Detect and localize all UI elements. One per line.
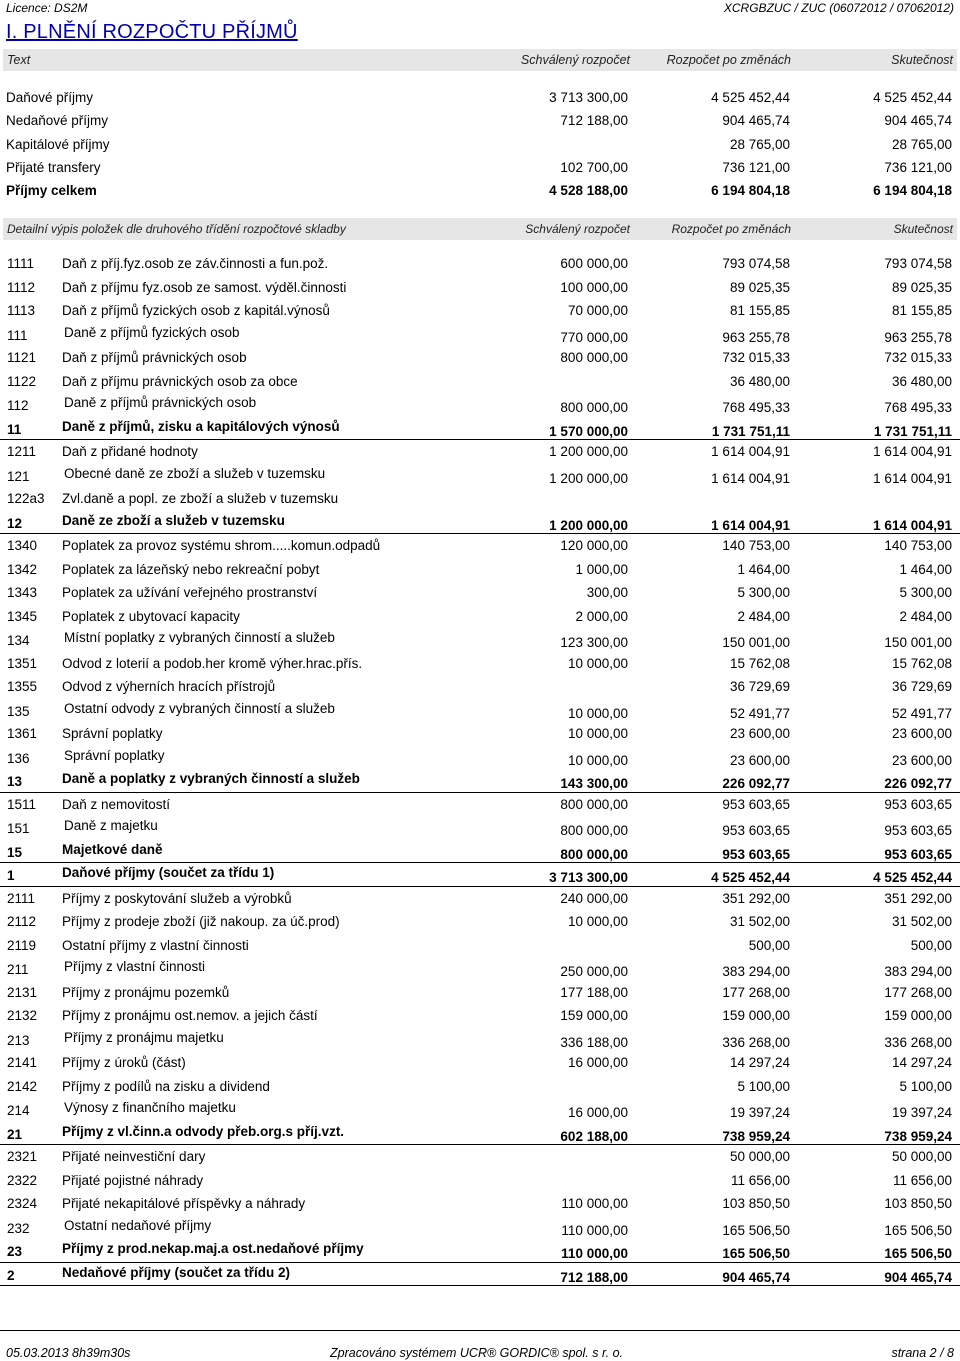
row-code: 151: [7, 821, 30, 836]
row-code: 2324: [7, 1196, 38, 1211]
col-actual-header: Skutečnost: [891, 53, 953, 67]
row-approved: 770 000,00: [560, 329, 628, 345]
page-header: [0, 0, 960, 18]
table-row: [0, 440, 960, 464]
detail-text-header: Detailní výpis položek dle druhového třídění rozpočtové skladby: [7, 222, 346, 236]
row-approved: 1 200 000,00: [549, 470, 628, 486]
row-name: Daně ze zboží a služeb v tuzemsku: [62, 512, 285, 528]
table-row: [0, 1051, 960, 1075]
row-after: 36 480,00: [729, 373, 790, 389]
row-after: 165 506,50: [722, 1246, 790, 1261]
row-approved: 600 000,00: [560, 256, 628, 271]
row-name: Daň z příj.fyz.osob ze záv.činnosti a fun.pož.: [62, 256, 329, 271]
row-name: Daň z příjmů fyzických osob z kapitál.výnosů: [62, 303, 330, 318]
licence-label: Licence: DS2M: [6, 1, 88, 15]
row-name: Přijaté neinvestiční dary: [62, 1149, 206, 1164]
row-actual: 11 656,00: [892, 1172, 952, 1188]
row-approved: 240 000,00: [560, 890, 628, 906]
row-approved: 800 000,00: [560, 823, 628, 838]
row-code: 111: [7, 327, 28, 343]
row-after: 351 292,00: [722, 890, 790, 906]
row-after: 1 731 751,11: [711, 423, 790, 439]
row-approved: 712 188,00: [560, 1269, 628, 1285]
row-code: 1355: [7, 679, 38, 694]
row-after: 904 465,74: [722, 1269, 790, 1285]
row-approved: 110 000,00: [561, 1196, 628, 1211]
row-actual: 150 001,00: [884, 635, 952, 650]
row-name: Poplatek za lázeňský nebo rekreační pobyt: [62, 561, 320, 577]
row-actual: 36 480,00: [891, 373, 952, 389]
table-row: [0, 299, 960, 323]
row-code: 2142: [7, 1078, 38, 1094]
row-code: 211: [7, 962, 29, 977]
row-after: 768 495,33: [722, 400, 790, 415]
row-actual: 81 155,85: [891, 303, 952, 318]
row-name: Příjmy z pronájmu pozemků: [62, 984, 230, 1000]
table-row: [0, 934, 960, 958]
summary-row: [0, 134, 960, 156]
row-approved: 110 000,00: [561, 1222, 628, 1238]
row-after: 732 015,33: [722, 350, 790, 365]
row-approved: 143 300,00: [560, 776, 628, 791]
row-after: 23 600,00: [729, 752, 790, 768]
table-row: [0, 675, 960, 699]
row-actual: 23 600,00: [891, 726, 952, 741]
row-code: 1113: [7, 303, 36, 318]
row-name: Výnosy z finančního majetku: [64, 1100, 236, 1115]
footer-date: 05.03.2013 8h39m30s: [6, 1346, 131, 1360]
row-approved: 70 000,00: [567, 303, 628, 318]
row-code: 1361: [7, 726, 38, 741]
table-row: [0, 276, 960, 300]
summary-name: Daňové příjmy: [6, 90, 94, 105]
table-row-group-total: [0, 417, 960, 441]
table-row: [0, 722, 960, 746]
row-actual: 50 000,00: [891, 1149, 952, 1164]
row-after: 953 603,65: [722, 846, 790, 862]
row-after: 52 491,77: [729, 705, 790, 721]
row-name: Daň z příjmů právnických osob: [62, 350, 247, 365]
row-after: 1 464,00: [737, 561, 790, 577]
page-footer: [0, 1330, 960, 1361]
row-name: Odvod z loterií a podob.her kromě výher.hrac.přís.: [62, 655, 363, 671]
row-after: 140 753,00: [722, 538, 790, 553]
footer-page-number: strana 2 / 8: [891, 1346, 954, 1360]
row-code: 2141: [7, 1055, 38, 1070]
row-name: Daně a poplatky z vybraných činností a služeb: [62, 771, 360, 786]
row-after: 500,00: [748, 937, 790, 953]
row-after: 89 025,35: [729, 279, 790, 295]
row-name: Ostatní odvody z vybraných činností a služeb: [64, 700, 335, 716]
row-after: 953 603,65: [722, 823, 790, 838]
row-actual: 500,00: [910, 937, 952, 953]
row-actual: 89 025,35: [891, 279, 952, 295]
row-actual: 4 525 452,44: [873, 870, 952, 885]
row-name: Přijaté nekapitálové příspěvky a náhrady: [62, 1196, 306, 1211]
row-code: 1122: [7, 373, 37, 389]
row-code: 1340: [7, 538, 38, 553]
row-actual: 963 255,78: [884, 329, 952, 345]
row-actual: 953 603,65: [884, 796, 952, 812]
page-title: I. PLNĚNÍ ROZPOČTU PŘÍJMŮ: [6, 21, 298, 43]
table-row-group-total: [0, 1239, 960, 1263]
row-approved: 1 570 000,00: [549, 423, 628, 439]
row-name: Daně z příjmů, zisku a kapitálových výnosů: [62, 418, 340, 434]
row-approved: 1 200 000,00: [549, 517, 628, 533]
row-name: Příjmy z podílů na zisku a dividend: [62, 1078, 270, 1094]
row-actual: 383 294,00: [884, 964, 952, 979]
row-code: 2: [7, 1267, 15, 1283]
row-name: Příjmy z pronájmu majetku: [64, 1029, 224, 1045]
summary-approved: 102 700,00: [560, 160, 628, 175]
row-code: 2112: [7, 914, 37, 929]
table-row-group-total: [0, 511, 960, 535]
table-row-subtotal: [0, 628, 960, 652]
table-row: [0, 534, 960, 558]
row-approved: 123 300,00: [560, 635, 628, 650]
row-code: 1211: [7, 444, 37, 459]
row-after: 383 294,00: [722, 964, 790, 979]
row-actual: 5 300,00: [899, 585, 952, 600]
row-after: 4 525 452,44: [711, 870, 790, 885]
row-code: 1342: [7, 561, 38, 577]
row-name: Poplatek z ubytovací kapacity: [62, 608, 240, 624]
row-actual: 36 729,69: [891, 679, 952, 694]
table-row: [0, 1145, 960, 1169]
summary-name: Nedaňové příjmy: [6, 113, 109, 128]
row-code: 1: [7, 868, 15, 883]
row-approved: 16 000,00: [567, 1055, 628, 1070]
row-actual: 1 614 004,91: [873, 517, 952, 533]
row-actual: 904 465,74: [884, 1269, 952, 1285]
row-name: Daň z příjmu fyz.osob ze samost. výděl.činnosti: [62, 279, 347, 295]
row-actual: 177 268,00: [884, 984, 952, 1000]
table-row-subtotal: [0, 464, 960, 488]
row-after: 336 268,00: [722, 1034, 790, 1050]
row-actual: 1 464,00: [899, 561, 952, 577]
summary-column-header: [3, 49, 957, 71]
summary-approved: 712 188,00: [560, 113, 628, 128]
row-after: 1 614 004,91: [711, 444, 790, 459]
row-actual: 732 015,33: [884, 350, 952, 365]
row-approved: 177 188,00: [560, 984, 628, 1000]
table-row-subtotal: [0, 699, 960, 723]
row-after: 50 000,00: [729, 1149, 790, 1164]
detail-approved-header: Schválený rozpočet: [525, 222, 630, 236]
row-name: Daňové příjmy (součet za třídu 1): [62, 865, 275, 880]
table-row-group-total: [0, 840, 960, 864]
summary-approved: 4 528 188,00: [549, 183, 628, 198]
col-text-header: Text: [7, 53, 31, 67]
row-approved: 10 000,00: [567, 726, 628, 741]
col-after-header: Rozpočet po změnách: [666, 53, 791, 67]
row-code: 134: [7, 633, 30, 648]
row-after: 11 656,00: [730, 1172, 790, 1188]
row-name: Daně z příjmů právnických osob: [64, 395, 257, 410]
row-name: Nedaňové příjmy (součet za třídu 2): [62, 1264, 291, 1280]
table-row-subtotal: [0, 393, 960, 417]
summary-name: Přijaté transfery: [6, 160, 101, 175]
row-name: Příjmy z úroků (část): [62, 1055, 186, 1070]
summary-actual: 904 465,74: [884, 113, 952, 128]
row-after: 165 506,50: [722, 1222, 790, 1238]
row-after: 953 603,65: [722, 796, 790, 812]
table-row-subtotal: [0, 816, 960, 840]
row-after: 177 268,00: [722, 984, 790, 1000]
row-actual: 2 484,00: [899, 608, 952, 624]
row-after: 5 300,00: [737, 585, 790, 600]
table-row-group-total: [0, 769, 960, 793]
row-after: 19 397,24: [729, 1105, 790, 1120]
row-after: 159 000,00: [722, 1008, 790, 1023]
table-row-subtotal: [0, 323, 960, 347]
row-approved: 800 000,00: [560, 796, 628, 812]
row-approved: 159 000,00: [560, 1008, 628, 1023]
row-approved: 10 000,00: [567, 705, 628, 721]
table-row-group-total: [0, 1263, 960, 1287]
row-name: Majetkové daně: [62, 841, 163, 857]
row-approved: 10 000,00: [567, 752, 628, 768]
table-row: [0, 487, 960, 511]
row-actual: 793 074,58: [884, 256, 952, 271]
row-after: 14 297,24: [729, 1055, 790, 1070]
table-row-subtotal: [0, 957, 960, 981]
report-code: XCRGBZUC / ZUC (06072012 / 07062012): [723, 1, 954, 15]
summary-name: Kapitálové příjmy: [6, 137, 110, 152]
row-code: 232: [7, 1220, 30, 1236]
table-row: [0, 1192, 960, 1216]
row-name: Příjmy z prodeje zboží (již nakoup. za úč.prod): [62, 914, 340, 929]
table-row: [0, 605, 960, 629]
summary-after: 28 765,00: [729, 137, 790, 152]
row-actual: 52 491,77: [891, 705, 952, 721]
table-row: [0, 558, 960, 582]
row-name: Příjmy z pronájmu ost.nemov. a jejich částí: [62, 1008, 318, 1023]
row-name: Místní poplatky z vybraných činností a služeb: [64, 630, 335, 645]
row-code: 136: [7, 750, 30, 766]
row-after: 5 100,00: [737, 1078, 790, 1094]
row-after: 793 074,58: [722, 256, 790, 271]
row-code: 214: [7, 1103, 30, 1118]
table-row: [0, 370, 960, 394]
summary-approved: 3 713 300,00: [549, 90, 628, 105]
row-code: 122a3: [7, 491, 45, 506]
table-row-subtotal: [0, 1028, 960, 1052]
row-name: Příjmy z vlastní činnosti: [64, 959, 206, 974]
row-actual: 31 502,00: [891, 914, 952, 929]
table-row-subtotal: [0, 1098, 960, 1122]
row-after: 23 600,00: [729, 726, 790, 741]
row-code: 2322: [7, 1172, 38, 1188]
row-actual: 768 495,33: [884, 400, 952, 415]
row-code: 1343: [7, 585, 38, 600]
row-approved: 10 000,00: [567, 655, 628, 671]
row-actual: 226 092,77: [884, 776, 952, 791]
row-code: 1112: [7, 279, 36, 295]
row-approved: 120 000,00: [560, 538, 628, 553]
row-approved: 800 000,00: [560, 846, 628, 862]
row-code: 2321: [7, 1149, 38, 1164]
summary-after: 904 465,74: [722, 113, 790, 128]
row-approved: 300,00: [586, 585, 628, 600]
row-actual: 19 397,24: [891, 1105, 952, 1120]
row-name: Odvod z výherních hracích přístrojů: [62, 679, 276, 694]
table-row: [0, 981, 960, 1005]
row-after: 81 155,85: [729, 303, 790, 318]
row-name: Příjmy z vl.činn.a odvody přeb.org.s příj.vzt.: [62, 1123, 345, 1139]
detail-after-header: Rozpočet po změnách: [671, 222, 791, 236]
row-name: Obecné daně ze zboží a služeb v tuzemsku: [64, 465, 326, 481]
row-name: Ostatní příjmy z vlastní činnosti: [62, 937, 249, 953]
summary-row: [0, 110, 960, 132]
row-name: Daň z přidané hodnoty: [62, 444, 198, 459]
table-row-subtotal: [0, 746, 960, 770]
row-actual: 953 603,65: [884, 846, 952, 862]
table-row: [0, 252, 960, 276]
row-code: 21: [7, 1126, 23, 1142]
table-row: [0, 793, 960, 817]
row-approved: 1 200 000,00: [549, 444, 628, 459]
row-name: Daně z příjmů fyzických osob: [64, 324, 240, 340]
row-actual: 165 506,50: [884, 1246, 952, 1261]
row-name: Ostatní nedaňové příjmy: [64, 1217, 212, 1233]
summary-actual: 736 121,00: [884, 160, 952, 175]
row-after: 1 614 004,91: [711, 517, 790, 533]
row-name: Poplatek za provoz systému shrom.....komun.odpadů: [62, 538, 381, 553]
row-actual: 351 292,00: [884, 890, 952, 906]
row-code: 1345: [7, 608, 38, 624]
row-after: 2 484,00: [737, 608, 790, 624]
row-after: 103 850,50: [722, 1196, 790, 1211]
table-row-group-total: [0, 1122, 960, 1146]
row-actual: 1 614 004,91: [873, 470, 952, 486]
summary-actual: 4 525 452,44: [873, 90, 952, 105]
summary-after: 4 525 452,44: [711, 90, 790, 105]
row-code: 12: [7, 515, 23, 531]
row-code: 213: [7, 1032, 30, 1048]
row-name: Daň z příjmu právnických osob za obce: [62, 373, 298, 389]
row-actual: 1 731 751,11: [873, 423, 952, 439]
table-row-subtotal: [0, 1216, 960, 1240]
row-after: 738 959,24: [722, 1128, 790, 1144]
row-code: 11: [7, 421, 22, 437]
row-approved: 100 000,00: [560, 279, 628, 295]
row-actual: 103 850,50: [884, 1196, 952, 1211]
row-actual: 165 506,50: [884, 1222, 952, 1238]
footer-system: Zpracováno systémem UCR® GORDIC® spol. s r. o.: [330, 1346, 624, 1360]
table-row: [0, 1169, 960, 1193]
row-approved: 16 000,00: [567, 1105, 628, 1120]
row-approved: 800 000,00: [560, 400, 628, 415]
row-name: Zvl.daně a popl. ze zboží a služeb v tuzemsku: [62, 491, 339, 506]
row-code: 1511: [7, 796, 37, 812]
row-code: 2131: [7, 984, 38, 1000]
row-name: Správní poplatky: [62, 726, 163, 741]
table-row: [0, 581, 960, 605]
row-code: 1111: [7, 256, 35, 271]
summary-row: [0, 180, 960, 202]
table-row-group-total: [0, 863, 960, 887]
summary-row: [0, 157, 960, 179]
summary-name: Příjmy celkem: [6, 183, 97, 198]
row-approved: 800 000,00: [560, 350, 628, 365]
row-code: 1121: [7, 350, 37, 365]
row-code: 13: [7, 774, 23, 789]
table-row: [0, 652, 960, 676]
row-code: 2111: [7, 890, 36, 906]
table-row: [0, 910, 960, 934]
row-actual: 159 000,00: [884, 1008, 952, 1023]
row-name: Daně z majetku: [64, 818, 158, 833]
detail-column-header: [3, 218, 957, 240]
summary-row: [0, 87, 960, 109]
col-approved-header: Schválený rozpočet: [520, 53, 630, 67]
row-code: 112: [7, 398, 29, 413]
row-after: 36 729,69: [729, 679, 790, 694]
row-after: 31 502,00: [729, 914, 790, 929]
summary-actual: 28 765,00: [891, 137, 952, 152]
row-code: 1351: [7, 655, 38, 671]
row-approved: 602 188,00: [560, 1128, 628, 1144]
row-actual: 140 753,00: [884, 538, 952, 553]
table-row: [0, 346, 960, 370]
row-code: 135: [7, 703, 30, 719]
row-name: Příjmy z poskytování služeb a výrobků: [62, 890, 292, 906]
table-row: [0, 1004, 960, 1028]
row-actual: 23 600,00: [891, 752, 952, 768]
row-after: 963 255,78: [722, 329, 790, 345]
row-name: Přijaté pojistné náhrady: [62, 1172, 204, 1188]
row-after: 226 092,77: [722, 776, 790, 791]
table-row: [0, 887, 960, 911]
row-actual: 1 614 004,91: [873, 444, 952, 459]
row-code: 2119: [7, 937, 37, 953]
row-code: 15: [7, 844, 23, 860]
row-approved: 10 000,00: [567, 914, 628, 929]
table-row: [0, 1075, 960, 1099]
row-actual: 336 268,00: [884, 1034, 952, 1050]
row-after: 150 001,00: [722, 635, 790, 650]
row-approved: 110 000,00: [561, 1246, 628, 1261]
row-actual: 15 762,08: [891, 655, 952, 671]
row-approved: 1 000,00: [575, 561, 628, 577]
row-name: Poplatek za užívání veřejného prostranství: [62, 585, 318, 600]
row-actual: 14 297,24: [891, 1055, 952, 1070]
row-actual: 738 959,24: [884, 1128, 952, 1144]
detail-actual-header: Skutečnost: [893, 222, 953, 236]
row-actual: 5 100,00: [899, 1078, 952, 1094]
summary-actual: 6 194 804,18: [873, 183, 952, 198]
row-code: 23: [7, 1244, 23, 1259]
row-code: 2132: [7, 1008, 38, 1023]
row-name: Správní poplatky: [64, 747, 165, 763]
row-approved: 3 713 300,00: [549, 870, 628, 885]
row-actual: 953 603,65: [884, 823, 952, 838]
row-approved: 250 000,00: [560, 964, 628, 979]
row-after: 15 762,08: [729, 655, 790, 671]
summary-after: 736 121,00: [722, 160, 790, 175]
row-name: Příjmy z prod.nekap.maj.a ost.nedaňové příjmy: [62, 1241, 364, 1256]
summary-after: 6 194 804,18: [711, 183, 790, 198]
row-approved: 2 000,00: [575, 608, 628, 624]
row-after: 1 614 004,91: [711, 470, 790, 486]
row-name: Daň z nemovitostí: [62, 796, 171, 812]
row-approved: 336 188,00: [560, 1034, 628, 1050]
row-code: 121: [7, 468, 30, 484]
